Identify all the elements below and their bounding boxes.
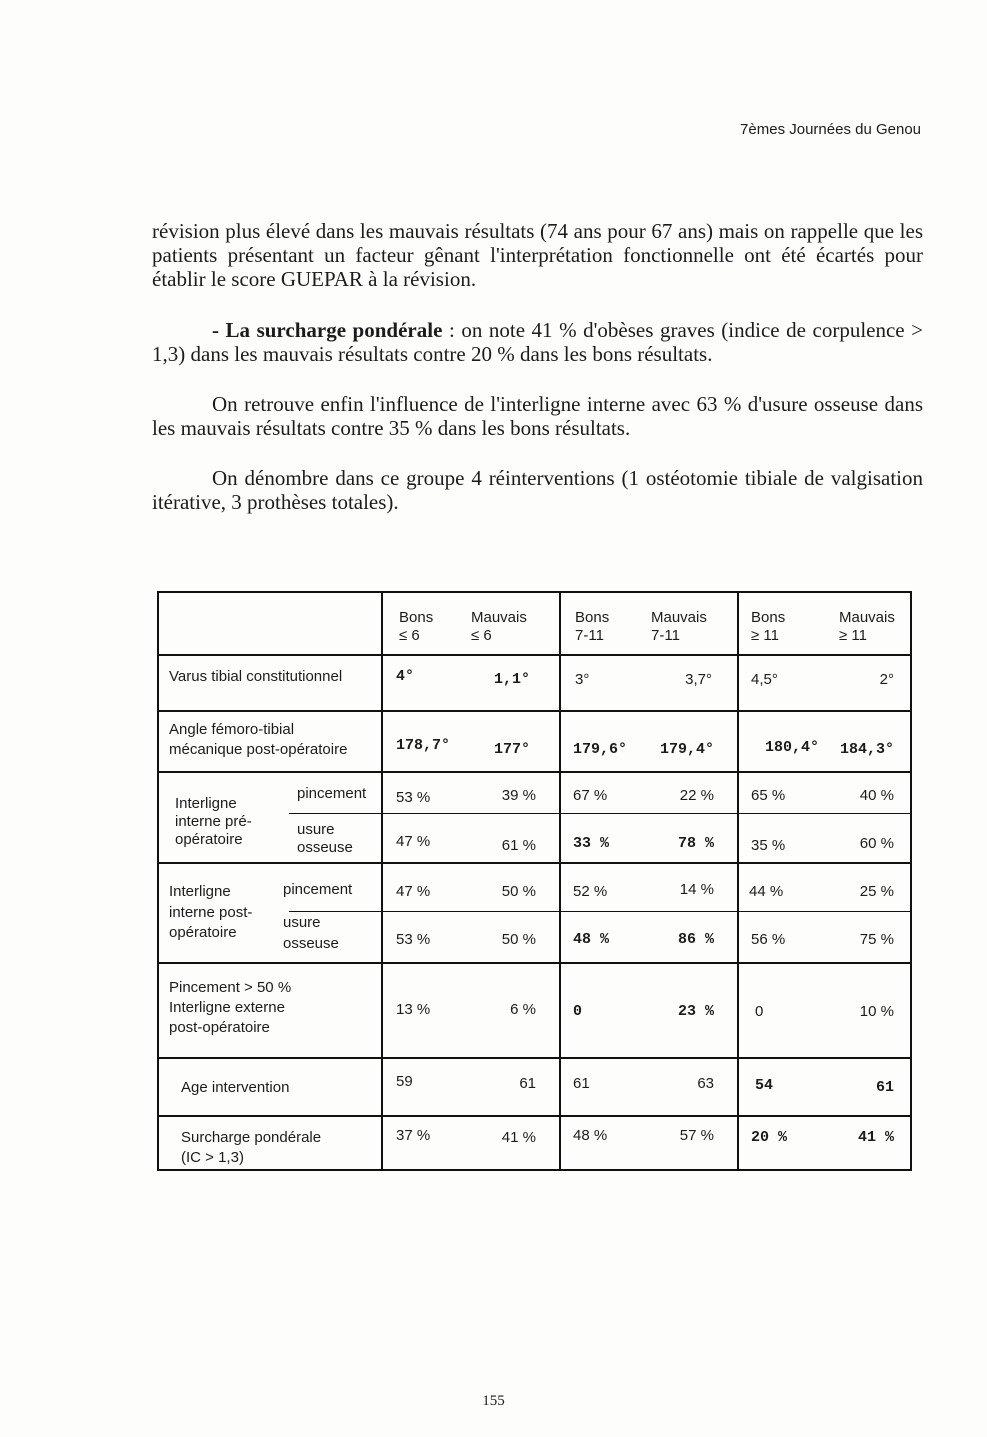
sub-label-pincement: pincement <box>297 785 367 802</box>
paragraph-1: révision plus élevé dans les mauvais résultats (74 ans pour 67 ans) mais on rappelle que les patients présentant un facteur gênant l'interprétation fonctionnelle ont été écartés pour établir le score GUEPAR à la révision. <box>152 219 923 291</box>
table-cell: 65 % <box>751 787 786 804</box>
sub-label-pincement: pincement <box>283 881 353 898</box>
paragraph-2-text: : on note 41 % d'obèses graves (indice de corpulence > 1,3) dans les mauvais résultats contre 20 % dans les bons résultats. <box>152 318 923 366</box>
table-cell: 61 <box>519 1075 536 1092</box>
table-cell: 54 <box>755 1077 774 1094</box>
table-cell: 1,1° <box>493 671 530 688</box>
table-cell: 184,3° <box>839 741 894 758</box>
row-label-pre-2: interne pré- <box>175 813 252 830</box>
table-cell: 179,6° <box>573 741 628 758</box>
col-header-mauvais-11-top: Mauvais <box>839 609 895 626</box>
table-cell: 61 <box>573 1075 590 1092</box>
col-header-bons-7-11-top: Bons <box>575 609 610 626</box>
table-cell: 78 % <box>677 835 714 852</box>
table-cell: 177° <box>493 741 530 758</box>
table-cell: 41 % <box>857 1129 894 1146</box>
row-label-post-2: interne post- <box>169 904 253 921</box>
table-cell: 50 % <box>501 883 536 900</box>
table-cell: 67 % <box>573 787 608 804</box>
table-cell: 4° <box>396 668 415 685</box>
paragraph-4: On dénombre dans ce groupe 4 réinterventions (1 ostéotomie tibiale de valgisation itérative, 3 prothèses totales). <box>152 466 923 514</box>
table-cell: 53 % <box>396 789 431 806</box>
table-cell: 75 % <box>859 931 894 948</box>
paragraph-2-heading: - La surcharge pondérale <box>212 318 443 342</box>
table-cell: 13 % <box>396 1001 431 1018</box>
sub-label-usure: usure <box>297 821 335 838</box>
table-cell: 178,7° <box>396 737 451 754</box>
table-cell: 0 <box>755 1003 764 1020</box>
table-cell: 86 % <box>677 931 714 948</box>
col-header-mauvais-6-top: Mauvais <box>471 609 527 626</box>
row-label-pinc-1: Pincement > 50 % <box>169 979 292 996</box>
running-header: 7èmes Journées du Genou <box>740 121 921 138</box>
row-label-pre-1: Interligne <box>175 795 237 812</box>
table-cell: 4,5° <box>751 671 778 688</box>
table-cell: 6 % <box>510 1001 536 1018</box>
row-label-angle-2: mécanique post-opératoire <box>169 741 348 758</box>
table-cell: 60 % <box>859 835 894 852</box>
table-cell: 2° <box>879 671 894 688</box>
table-cell: 50 % <box>501 931 536 948</box>
table-cell: 57 % <box>679 1127 714 1144</box>
paragraph-2 <box>152 318 923 366</box>
table-cell: 47 % <box>396 883 431 900</box>
table-cell: 3° <box>575 671 590 688</box>
paragraph-3: On retrouve enfin l'influence de l'interligne interne avec 63 % d'usure osseuse dans les mauvais résultats contre 35 % dans les bons résultats. <box>152 392 923 440</box>
table-cell: 61 % <box>501 837 536 854</box>
row-label-age: Age intervention <box>181 1079 290 1096</box>
col-header-bons-7-11-bottom: 7-11 <box>575 627 604 644</box>
table-cell: 25 % <box>859 883 894 900</box>
row-label-pre-3: opératoire <box>175 831 243 848</box>
table-cell: 20 % <box>751 1129 788 1146</box>
row-label-angle-1: Angle fémoro-tibial <box>169 721 295 738</box>
page-number: 155 <box>482 1393 505 1409</box>
col-header-bons-11-top: Bons <box>751 609 786 626</box>
sub-label-osseuse: osseuse <box>283 935 339 952</box>
table-cell: 52 % <box>573 883 608 900</box>
table-cell: 48 % <box>573 1127 608 1144</box>
sub-label-osseuse: osseuse <box>297 839 353 856</box>
table-cell: 35 % <box>751 837 786 854</box>
row-label-pinc-2: Interligne externe <box>169 999 285 1016</box>
table-cell: 0 <box>573 1003 583 1020</box>
row-label-surcharge-1: Surcharge pondérale <box>181 1129 322 1146</box>
row-label-surcharge-2: (IC > 1,3) <box>181 1149 244 1166</box>
table-cell: 23 % <box>677 1003 714 1020</box>
table-cell: 37 % <box>396 1127 431 1144</box>
table-cell: 44 % <box>749 883 784 900</box>
row-label-varus: Varus tibial constitutionnel <box>169 668 343 685</box>
col-header-bons-11-bottom: ≥ 11 <box>751 627 779 644</box>
table-cell: 179,4° <box>659 741 714 758</box>
table-cell: 47 % <box>396 833 431 850</box>
col-header-bons-6-bottom: ≤ 6 <box>399 627 420 644</box>
table-cell: 53 % <box>396 931 431 948</box>
col-header-mauvais-7-11-top: Mauvais <box>651 609 707 626</box>
table-cell: 10 % <box>859 1003 894 1020</box>
table-cell: 41 % <box>501 1129 536 1146</box>
col-header-mauvais-6-bottom: ≤ 6 <box>471 627 492 644</box>
sub-label-usure: usure <box>283 914 321 931</box>
table-cell: 48 % <box>573 931 610 948</box>
table-cell: 14 % <box>679 881 714 898</box>
col-header-mauvais-11-bottom: ≥ 11 <box>839 627 867 644</box>
col-header-mauvais-7-11-bottom: 7-11 <box>651 627 680 644</box>
table-cell: 40 % <box>859 787 894 804</box>
table-cell: 59 <box>396 1073 413 1090</box>
row-label-post-3: opératoire <box>169 924 237 941</box>
table-cell: 33 % <box>573 835 610 852</box>
table-cell: 63 <box>697 1075 714 1092</box>
table-cell: 56 % <box>751 931 786 948</box>
row-label-pinc-3: post-opératoire <box>169 1019 270 1036</box>
table-cell: 180,4° <box>765 739 820 756</box>
table-cell: 39 % <box>501 787 536 804</box>
table-cell: 22 % <box>679 787 714 804</box>
table-cell: 3,7° <box>685 671 712 688</box>
results-table <box>157 591 912 1171</box>
row-label-post-1: Interligne <box>169 883 231 900</box>
col-header-bons-6-top: Bons <box>399 609 434 626</box>
table-cell: 61 <box>875 1079 894 1096</box>
